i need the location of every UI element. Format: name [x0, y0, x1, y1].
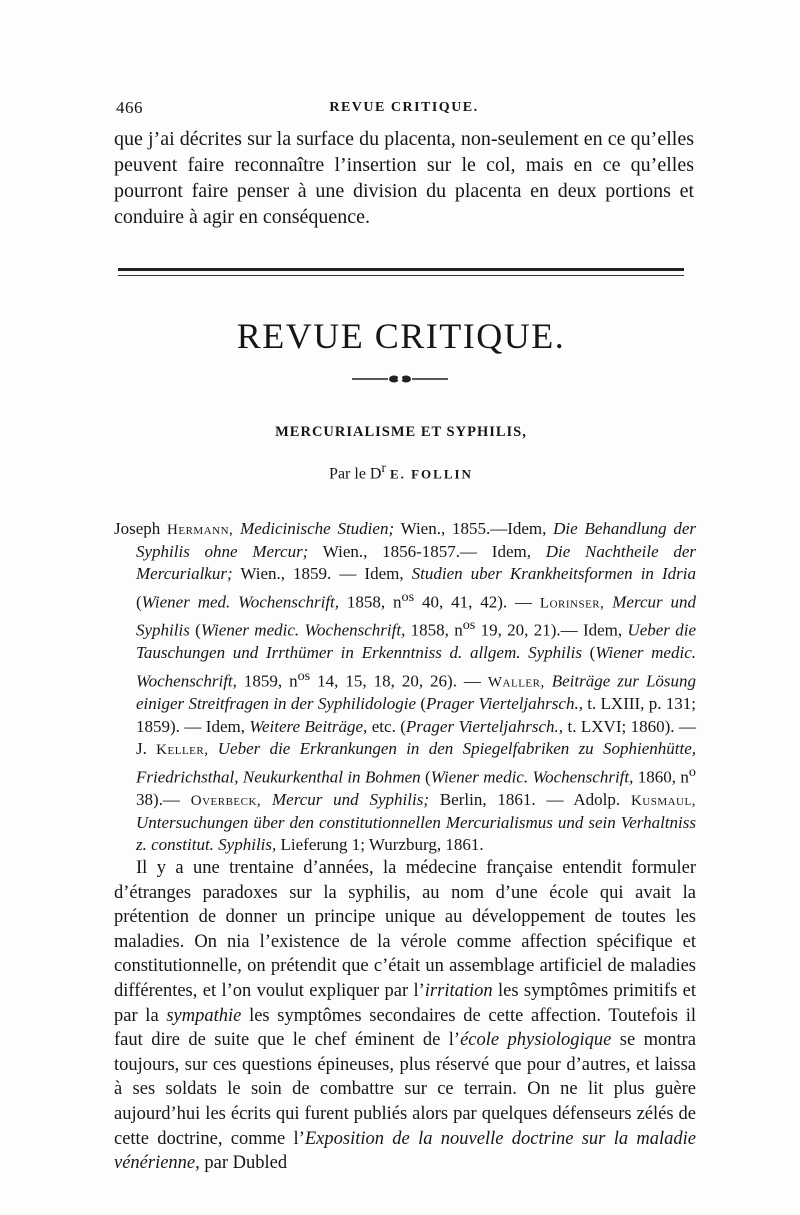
ref-text: Wien., 1856-1857.— Idem, [308, 542, 546, 562]
ref-text [208, 739, 217, 758]
ref-author: Kusmaul, [630, 792, 696, 809]
ref-title: Weitere Beiträge, [249, 716, 368, 736]
references-block [114, 518, 696, 856]
ref-sup: os [462, 617, 476, 634]
ref-text: ( [581, 643, 596, 663]
ornament-divider-icon [350, 372, 450, 386]
ref-text: ( [136, 592, 142, 612]
author-line [118, 460, 684, 483]
ref-author: Keller, [156, 741, 209, 758]
intro-paragraph [114, 126, 694, 230]
author-prefix: Par le D [329, 465, 382, 483]
ref-title: Mercur und Syphilis; [272, 789, 429, 809]
ref-text: t. LXIII, p. 131; 1859). — Idem, [136, 694, 697, 736]
ref-journal: Wiener med. Wochenschrift, [141, 592, 340, 612]
ref-text: ( [189, 621, 201, 641]
body-italic: Exposition de la nouvelle doctrine sur la maladie vénérienne, [114, 1128, 697, 1174]
ref-text: 40, 41, 42). — [414, 592, 540, 612]
ref-journal: Prager Vierteljahrsch., [405, 716, 564, 736]
intro-text: que j’ai décrites sur la surface du placenta, non-seulement en ce qu’elles peuvent faire reconnaître l’insertion sur le col, mais en ce qu’elles pourront faire penser à une division du placenta en deux portions et conduire à agir en conséquence. [114, 128, 694, 228]
ref-title: Beiträge zur Lösung einiger Streitfragen in der Syphilidologie [136, 671, 697, 714]
body-italic: irritation [424, 980, 493, 1001]
ref-journal: Wiener medic. Wochenschrift, [430, 767, 634, 787]
ref-text [545, 671, 552, 690]
ref-author: Lorinser, [539, 595, 605, 612]
ref-text [261, 790, 272, 809]
ref-text: ( [416, 694, 426, 714]
body-text [114, 856, 696, 1176]
ref-text: t. LXVI; 1860). — J. [136, 716, 696, 758]
article-title: MERCURIALISME ET SYPHILIS, [275, 424, 527, 440]
page-number: 466 [116, 98, 143, 117]
double-rule-divider [118, 268, 684, 280]
ref-text: 1860, n [633, 767, 689, 787]
body-run: Il y a une trentaine d’années, la médecine française entendit formuler d’étranges paradoxes sur la syphilis, au nom d’une école qui avait la prétention de donner un principe unique au développement de toutes les maladies. On nia l’existence de la vérole comme affection spécifique et constitutionnelle, on prétendit que c’était un assemblage artificiel de maladies différentes, et l’on voulut expliquer par l’ [114, 858, 696, 1001]
ref-text: Wien., 1859. — Idem, [232, 564, 412, 584]
body-paragraph [114, 856, 696, 1176]
section-title: REVUE CRITIQUE. [236, 316, 566, 356]
ref-journal: Wiener medic. Wochenschrift, [200, 621, 406, 641]
ref-title: Studien uber Krankheitsformen in Idria [411, 564, 696, 584]
reference-list [114, 518, 697, 856]
author-prefix-sup: r [381, 460, 386, 475]
ref-title: Ueber die Erkrankungen in den Spiegelfabriken zu Sophienhütte, Friedrichsthal, Neukurkenthal in Bohmen [136, 738, 696, 787]
ref-text: etc. ( [367, 716, 406, 736]
ref-text: 1859, n [236, 671, 298, 691]
ref-title: Ueber die Tauschungen und Irrthümer in Erkenntniss d. allgem. Syphilis [136, 621, 696, 663]
ref-text: 1858, n [339, 592, 402, 612]
ref-sup: os [401, 588, 415, 605]
ref-title: Medicinische Studien; [240, 519, 395, 538]
ref-title: Untersuchungen über den constitutionnellen Mercurialismus und sein Verhaltniss z. constitut. Syphilis, [136, 813, 696, 855]
ref-text: Joseph [114, 519, 161, 538]
ref-title: Die Behandlung der Syphilis ohne Mercur; [136, 519, 697, 562]
ref-text: 14, 15, 18, 20, 26). — [310, 671, 488, 691]
ref-text: ( [420, 767, 431, 787]
body-run: les symptômes primitifs et par la [114, 980, 696, 1026]
ref-text: 1858, n [405, 621, 463, 641]
ref-text: Berlin, 1861. — Adolp. [429, 789, 631, 809]
ref-author: Waller, [487, 674, 545, 691]
ref-author: Overbeck, [190, 792, 262, 809]
ref-text: 38).— [136, 789, 191, 809]
body-run: par Dubled [199, 1153, 288, 1174]
body-italic: école physiologique [460, 1030, 612, 1051]
ref-text: Lieferung 1; Wurzburg, 1861. [276, 835, 484, 855]
rule-thick [118, 268, 684, 271]
body-italic: sympathie [166, 1005, 242, 1026]
ref-journal: Prager Vierteljahrsch., [426, 694, 583, 714]
ref-journal: Wiener medic. Wochenschrift, [136, 643, 696, 691]
rule-thin [118, 275, 684, 276]
ref-title: Die Nachtheile der Mercurialkur; [136, 542, 697, 584]
running-head [116, 98, 692, 122]
ref-text: 19, 20, 21).— Idem, [475, 621, 628, 641]
ref-sup: o [688, 764, 696, 780]
author-name: E. FOLLIN [389, 466, 473, 482]
ref-text: Wien., 1855.—Idem, [394, 519, 554, 538]
body-run: les symptômes secondaires de cette affection. Toutefois il faut dire de suite que le chef éminent de l’ [114, 1005, 696, 1051]
ref-title: Mercur und Syphilis [136, 592, 696, 641]
body-run: se montra toujours, sur ces questions épineuses, plus réservé que pour d’autres, et laissa à ses soldats le soin de combattre sur ce terrain. On ne lit plus guère aujourd’hui les écrits qui furent publiés alors par quelques défenseurs zélés de cette doctrine, comme l’ [114, 1030, 696, 1149]
running-title: REVUE CRITIQUE. [329, 100, 479, 115]
ref-author: Hermann, [167, 522, 234, 538]
ref-sup: os [297, 667, 311, 684]
